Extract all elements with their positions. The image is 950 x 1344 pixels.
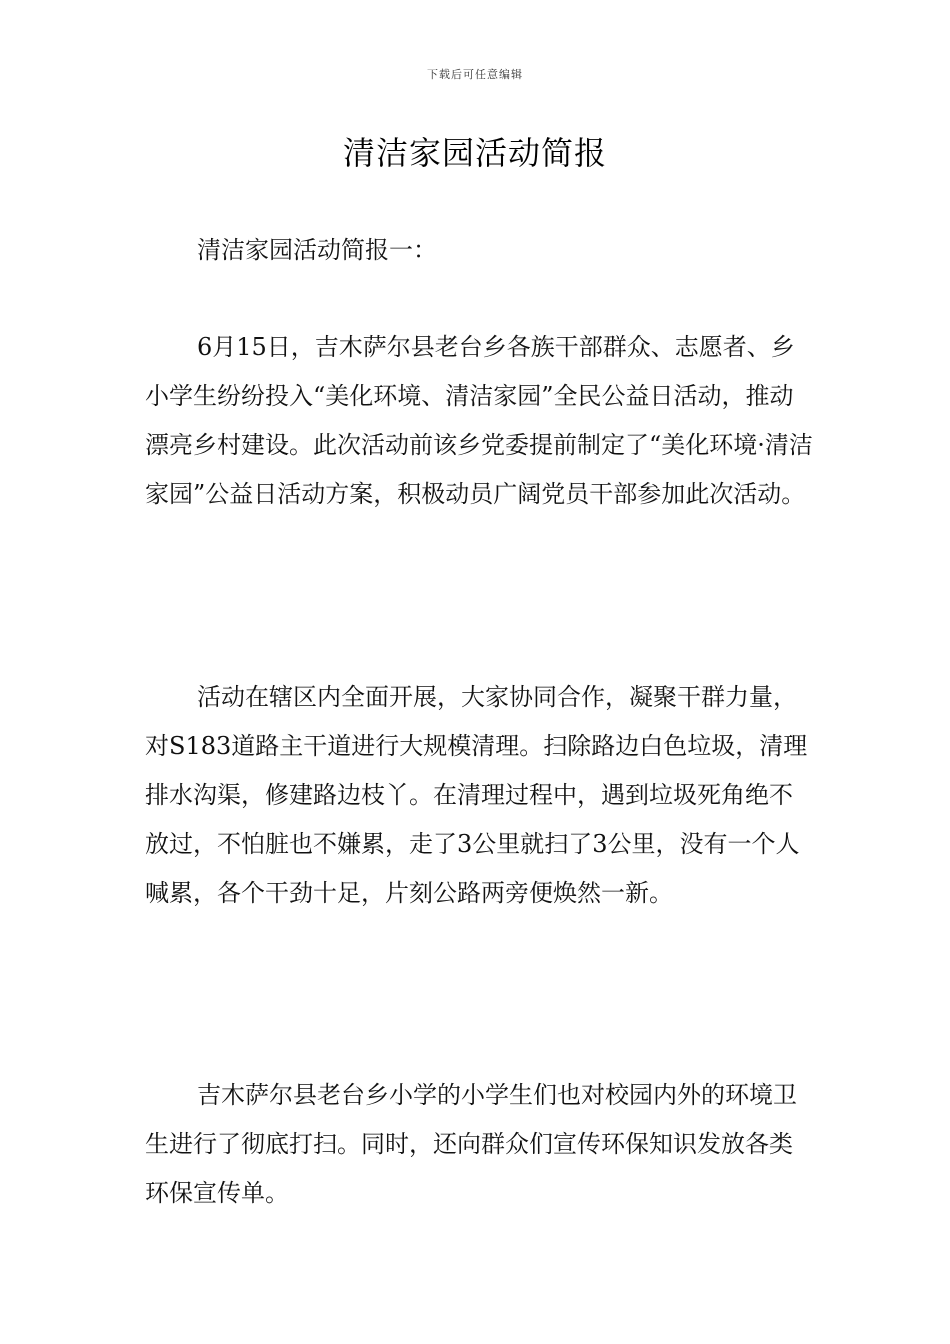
download-note: 下载后可任意编辑 xyxy=(427,68,523,81)
paragraph-3: 吉木萨尔县老台乡小学的小学生们也对校园内外的环境卫生进行了彻底打扫。同时，还向群众们宣传环保知识发放各类环保宣传单。 xyxy=(145,1081,797,1207)
paragraph-1: 6月15日，吉木萨尔县老台乡各族干部群众、志愿者、乡小学生纷纷投入“美化环境、清洁家园”全民公益日活动，推动漂亮乡村建设。此次活动前该乡党委提前制定了“美化环境·清洁家园”公益日活动方案，积极动员广阔党员干部参加此次活动。 xyxy=(145,333,813,508)
document-title: 清洁家园活动简报 xyxy=(342,134,607,172)
paragraph-2: 活动在辖区内全面开展，大家协同合作，凝聚干群力量，对S183道路主干道进行大规模清理。扫除路边白色垃圾，清理排水沟渠，修建路边枝丫。在清理过程中，遇到垃圾死角绝不放过，不怕脏也不嫌累，走了3公里就扫了3公里，没有一个人喊累，各个干劲十足，片刻公路两旁便焕然一新。 xyxy=(145,683,808,907)
section-subheading: 清洁家园活动简报一： xyxy=(197,236,437,264)
